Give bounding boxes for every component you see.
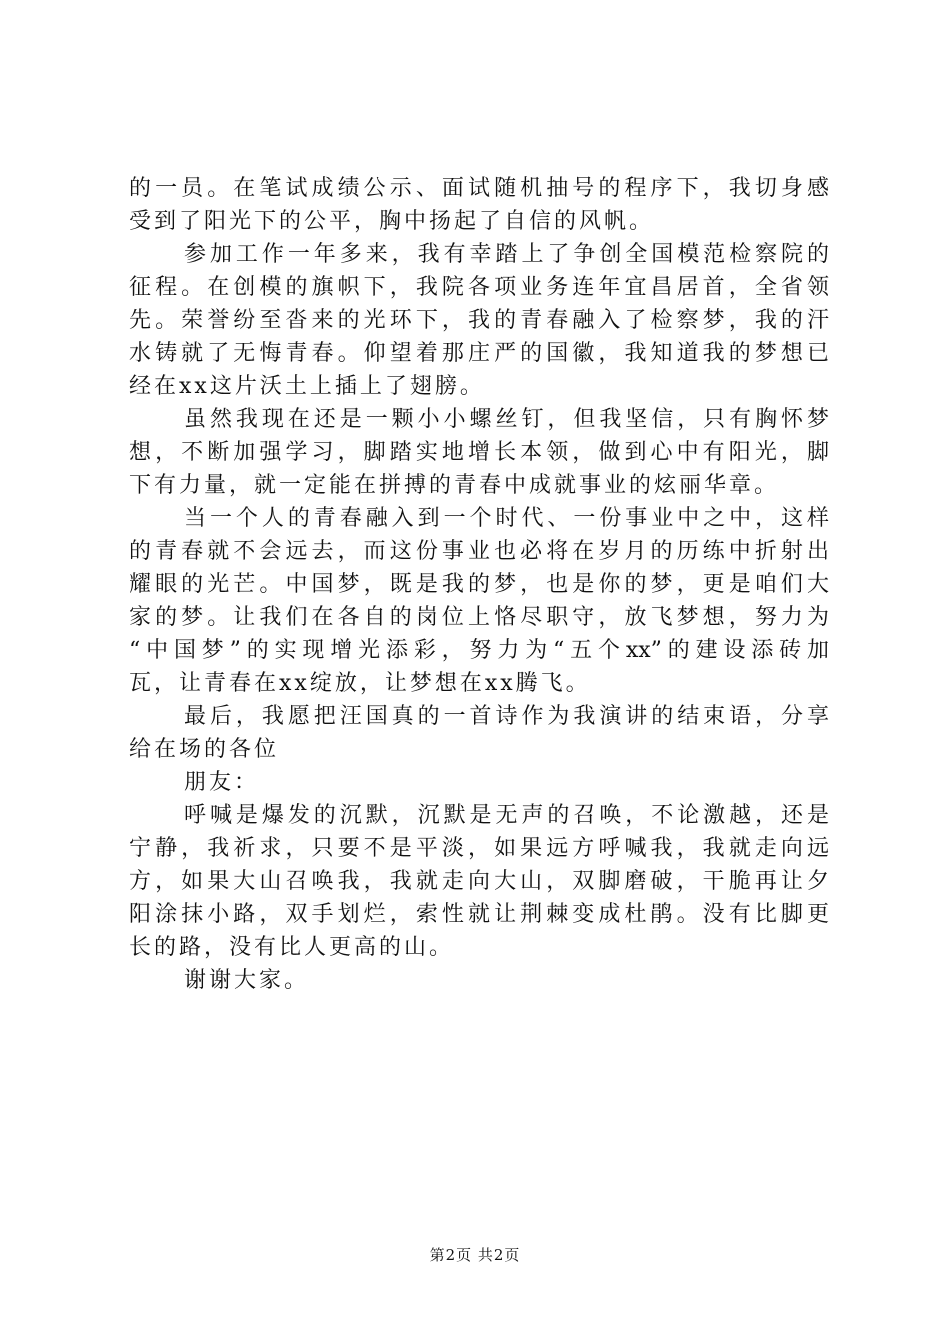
text-line: 宁静，我祈求，只要不是平淡，如果远方呼喊我，我就走向远 (129, 836, 829, 861)
text-line: 想，不断加强学习，脚踏实地增长本领，做到心中有阳光，脚 (129, 440, 829, 465)
text-line: 长的路，没有比人更高的山。 (129, 935, 455, 960)
text-line: 下有力量，就一定能在拼搏的青春中成就事业的炫丽华章。 (129, 473, 780, 498)
paragraph-start-line: 朋友： (184, 770, 260, 795)
page-number-footer: 第2页 共2页 (429, 1246, 521, 1264)
text-line: 方，如果大山召唤我，我就走向大山，双脚磨破，干脆再让夕 (129, 869, 829, 894)
text-line: 征程。在创模的旗帜下，我院各项业务连年宜昌居首，全省领 (129, 275, 829, 300)
paragraph-start-line: 呼喊是爆发的沉默，沉默是无声的召唤，不论激越，还是 (184, 803, 829, 828)
paragraph-start-line: 虽然我现在还是一颗小小螺丝钉，但我坚信，只有胸怀梦 (184, 407, 829, 432)
text-line: 水铸就了无悔青春。仰望着那庄严的国徽，我知道我的梦想已 (129, 341, 829, 366)
text-line: 先。荣誉纷至沓来的光环下，我的青春融入了检察梦，我的汗 (129, 308, 829, 333)
text-line: 耀眼的光芒。中国梦，既是我的梦，也是你的梦，更是咱们大 (129, 572, 829, 597)
text-line: 受到了阳光下的公平，胸中扬起了自信的风帆。 (129, 209, 655, 234)
paragraph-start-line: 谢谢大家。 (184, 968, 310, 993)
text-line: 的青春就不会远去，而这份事业也必将在岁月的历练中折射出 (129, 539, 829, 564)
text-line: 的一员。在笔试成绩公示、面试随机抽号的程序下，我切身感 (129, 176, 829, 201)
paragraph-start-line: 最后，我愿把汪国真的一首诗作为我演讲的结束语，分享 (184, 704, 829, 729)
text-line: 阳涂抹小路，双手划烂，索性就让荆棘变成杜鹃。没有比脚更 (129, 902, 829, 927)
text-line: 经在xx这片沃土上插上了翅膀。 (129, 374, 485, 399)
document-body (129, 172, 829, 997)
text-line: 给在场的各位 (129, 737, 280, 762)
paragraph-start-line: 参加工作一年多来，我有幸踏上了争创全国模范检察院的 (184, 242, 829, 267)
text-line: 瓦，让青春在xx绽放，让梦想在xx腾飞。 (129, 671, 591, 696)
text-line: “中国梦”的实现增光添彩，努力为“五个xx”的建设添砖加 (129, 638, 829, 663)
paragraph-start-line: 当一个人的青春融入到一个时代、一份事业中之中，这样 (184, 506, 829, 531)
text-line: 家的梦。让我们在各自的岗位上恪尽职守，放飞梦想，努力为 (129, 605, 829, 630)
